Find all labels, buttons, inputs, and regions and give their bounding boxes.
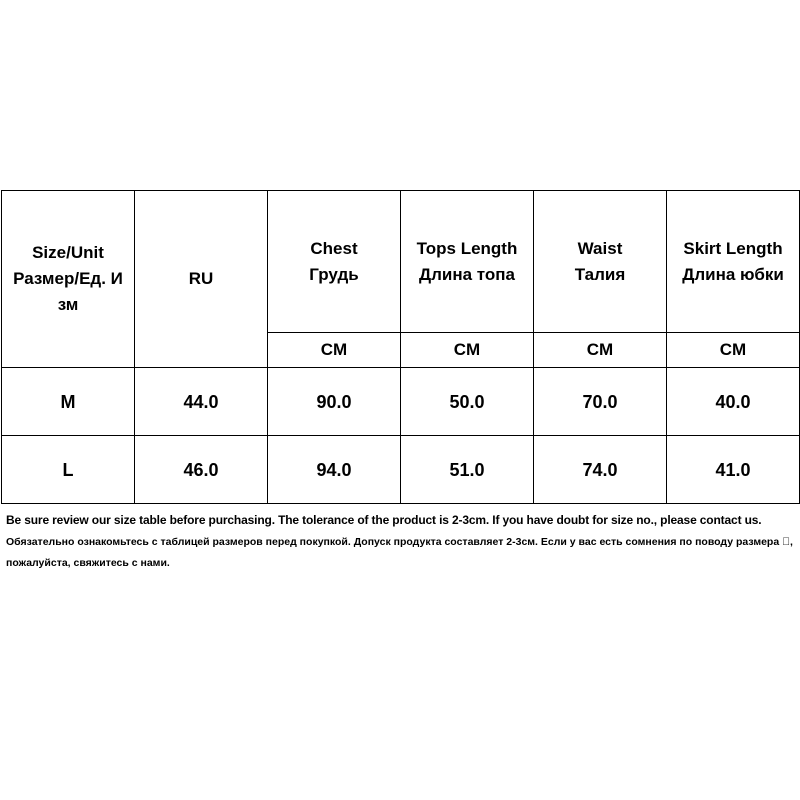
header-size-unit-ru-cont: зм <box>57 295 79 314</box>
unit-tops-length: CM <box>401 333 534 368</box>
note-english: Be sure review our size table before purchasing. The tolerance of the product is 2-3cm. If you have doubt for size no., please contact us. <box>6 513 762 527</box>
header-tops-length <box>401 191 534 333</box>
header-ru <box>135 191 268 368</box>
header-skirt-length <box>667 191 800 333</box>
cell-skirt-length: 40.0 <box>667 368 800 436</box>
header-waist <box>534 191 667 333</box>
header-skirt-length-en: Skirt Length <box>683 238 783 258</box>
note-russian: Обязательно ознакомьтесь с таблицей размеров перед покупкой. Допуск продукта составляет 2-3см. Если у вас есть сомнения по поводу размера ⃞, пожалуйста, свяжитесь с нами. <box>6 536 793 569</box>
cell-size: M <box>2 368 135 436</box>
header-chest-ru: Грудь <box>309 264 359 284</box>
cell-tops-length: 51.0 <box>401 436 534 504</box>
header-skirt-length-ru: Длина юбки <box>682 264 784 284</box>
size-table <box>1 190 800 504</box>
cell-size: L <box>2 436 135 504</box>
header-waist-ru: Талия <box>574 264 626 284</box>
cell-waist: 74.0 <box>534 436 667 504</box>
unit-chest: CM <box>268 333 401 368</box>
cell-ru: 44.0 <box>135 368 268 436</box>
header-tops-length-ru: Длина топа <box>418 264 515 284</box>
header-tops-length-en: Tops Length <box>416 238 518 258</box>
cell-skirt-length: 41.0 <box>667 436 800 504</box>
header-size-unit-ru: Размер/Ед. И <box>13 269 123 288</box>
header-chest <box>268 191 401 333</box>
cell-waist: 70.0 <box>534 368 667 436</box>
header-size-unit-en: Size/Unit <box>32 243 104 262</box>
cell-tops-length: 50.0 <box>401 368 534 436</box>
header-size-unit <box>2 191 135 368</box>
unit-waist: CM <box>534 333 667 368</box>
table-row-l <box>2 436 800 504</box>
table-row-m <box>2 368 800 436</box>
size-notes <box>6 510 796 574</box>
cell-chest: 94.0 <box>268 436 401 504</box>
cell-chest: 90.0 <box>268 368 401 436</box>
header-row <box>2 191 800 333</box>
unit-skirt-length: CM <box>667 333 800 368</box>
cell-ru: 46.0 <box>135 436 268 504</box>
header-waist-en: Waist <box>577 238 623 258</box>
header-chest-en: Chest <box>310 238 358 258</box>
header-ru-label: RU <box>188 269 214 288</box>
